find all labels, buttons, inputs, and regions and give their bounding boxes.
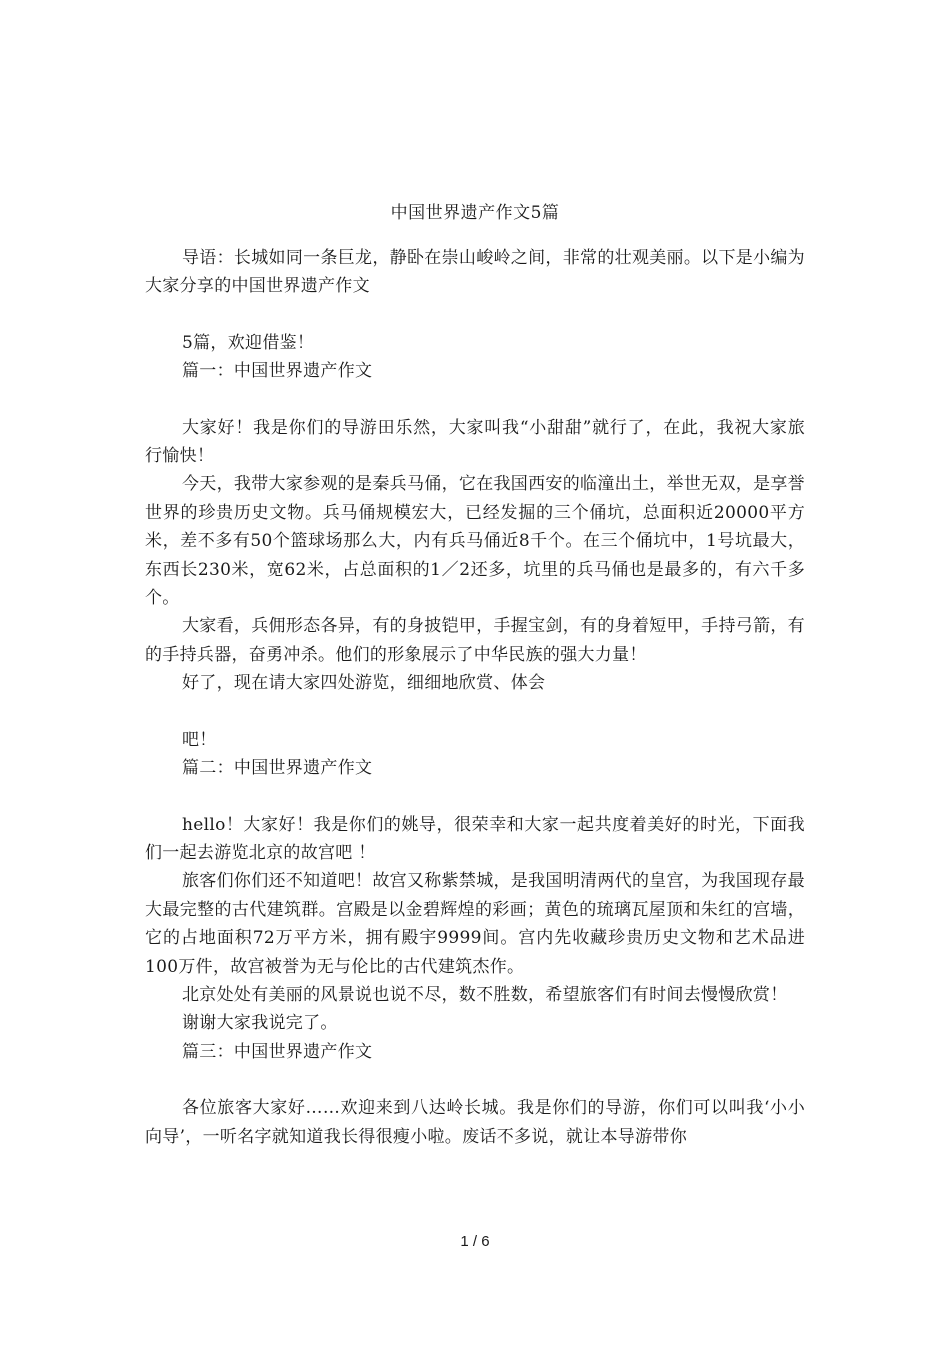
paragraph-gap xyxy=(145,698,805,726)
paragraph-gap xyxy=(145,386,805,414)
essay1-continuation: 吧！ xyxy=(182,729,217,750)
essay2-paragraph: 旅客们你们还不知道吧！故宫又称紫禁城，是我国明清两代的皇宫，为我国现存最大最完整的古代建筑群。宫殿是以金碧辉煌的彩画；黄色的琉璃瓦屋顶和朱红的宫墙，它的占地面积72万平方米，拥有殿宇9999间。宫内先收藏珍贵历史文物和艺术品进100万件，故宫被誉为无与伦比的古代建筑杰作。 xyxy=(145,871,805,977)
document-body xyxy=(145,244,805,1151)
section-heading-3: 篇三：中国世界遗产作文 xyxy=(182,1041,373,1062)
paragraph-gap xyxy=(145,783,805,811)
essay2-paragraph: 谢谢大家我说完了。 xyxy=(182,1013,338,1034)
intro-paragraph: 导语：长城如同一条巨龙，静卧在崇山峻岭之间，非常的壮观美丽。以下是小编为大家分享的中国世界遗产作文 xyxy=(145,248,805,297)
essay2-paragraph: hello！大家好！我是你们的姚导，很荣幸和大家一起共度着美好的时光，下面我们一起去游览北京的故宫吧 ！ xyxy=(145,814,805,863)
essay1-paragraph: 大家看，兵佣形态各异，有的身披铠甲，手握宝剑，有的身着短甲，手持弓箭，有的手持兵器，奋勇冲杀。他们的形象展示了中华民族的强大力量！ xyxy=(145,616,805,665)
essay1-paragraph: 今天，我带大家参观的是秦兵马俑，它在我国西安的临潼出土，举世无双，是享誉世界的珍贵历史文物。兵马俑规模宏大，已经发掘的三个俑坑，总面积近20000平方米，差不多有50个篮球场那么大，内有兵马俑近8千个。在三个俑坑中，1号坑最大，东西长230米，宽62米，占总面积的1／2还多，坑里的兵马俑也是最多的，有六千多个。 xyxy=(145,474,805,609)
essay1-paragraph: 大家好！我是你们的导游田乐然，大家叫我“小甜甜”就行了，在此，我祝大家旅行愉快！ xyxy=(145,417,805,467)
essay1-paragraph: 好了，现在请大家四处游览，细细地欣赏、体会 xyxy=(182,673,546,694)
paragraph-gap xyxy=(145,301,805,329)
paragraph-gap xyxy=(145,1066,805,1094)
document-title: 中国世界遗产作文5篇 xyxy=(390,203,560,223)
section-heading-2: 篇二：中国世界遗产作文 xyxy=(182,758,373,779)
intro-continuation: 5篇，欢迎借鉴！ xyxy=(182,332,315,353)
essay3-paragraph: 各位旅客大家好……欢迎来到八达岭长城。我是你们的导游，你们可以叫我‘小小向导’，一听名字就知道我长得很瘦小啦。废话不多说，就让本导游带你 xyxy=(145,1098,805,1147)
essay2-paragraph: 北京处处有美丽的风景说也说不尽，数不胜数，希望旅客们有时间去慢慢欣赏！ xyxy=(182,984,788,1005)
page-indicator: 1 / 6 xyxy=(460,1233,490,1250)
section-heading-1: 篇一：中国世界遗产作文 xyxy=(182,361,373,382)
